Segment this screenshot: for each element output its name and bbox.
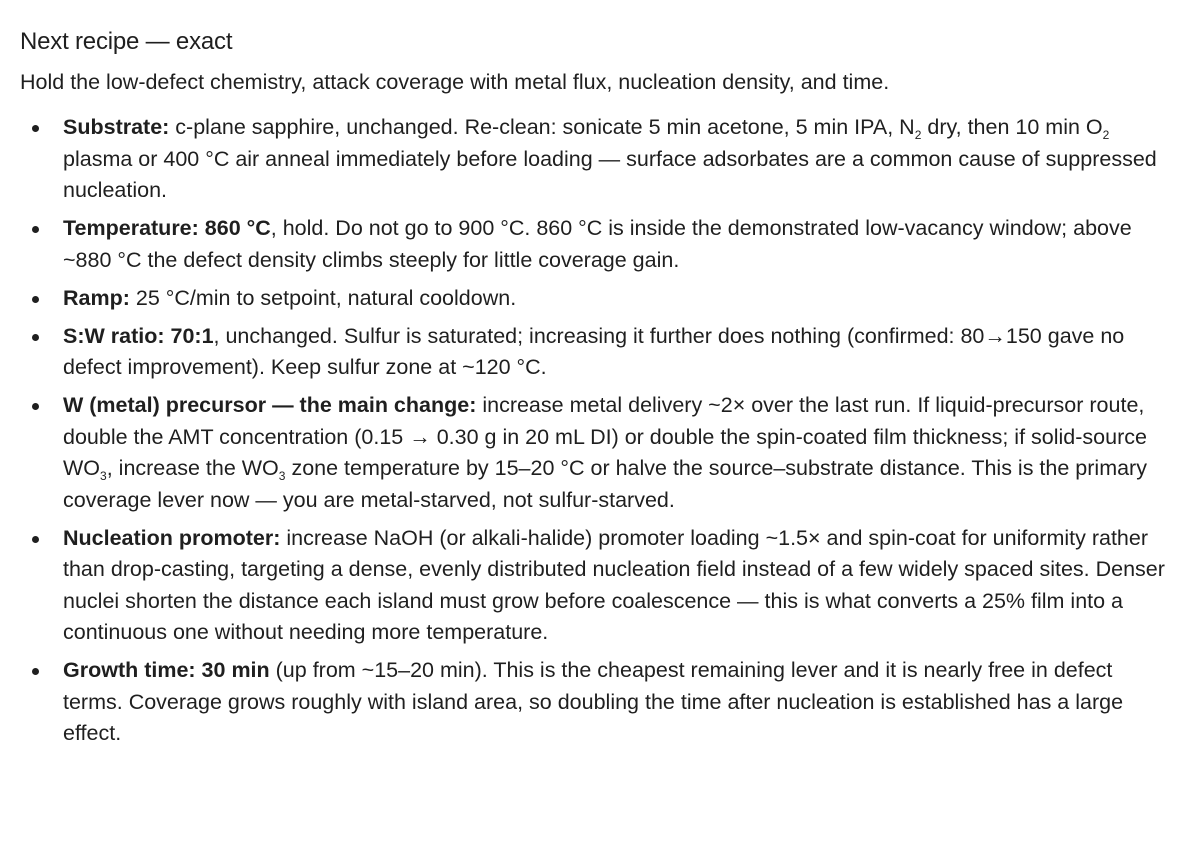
item-label: Temperature: 860 °C xyxy=(63,216,271,240)
item-label: Ramp: xyxy=(63,285,130,310)
item-text: zone temperature by 15–20 °C or halve the source–substrate distance. This is the primary coverage lever now — you are metal-starved, not sulfur-starved. xyxy=(63,456,1147,512)
item-subscript: 2 xyxy=(1102,128,1110,142)
section-heading: Next recipe — exact xyxy=(20,28,233,55)
list-item-growth-time xyxy=(20,655,1178,750)
list-item-sw-ratio xyxy=(20,321,1178,384)
list-item-temperature xyxy=(20,213,1178,276)
item-label: Growth time: 30 min xyxy=(63,658,270,682)
bullet-icon xyxy=(32,668,39,675)
list-item-ramp xyxy=(20,283,1178,315)
bullet-icon xyxy=(32,125,39,132)
item-text: dry, then 10 min O xyxy=(921,115,1103,139)
item-subscript: 3 xyxy=(100,469,107,483)
bullet-icon xyxy=(32,334,39,341)
intro-paragraph: Hold the low-defect chemistry, attack coverage with metal flux, nucleation density, and time. xyxy=(20,70,890,94)
bullet-icon xyxy=(32,226,39,233)
bullet-icon xyxy=(32,403,39,410)
list-item-nucleation-promoter xyxy=(20,523,1178,649)
item-subscript: 2 xyxy=(914,128,922,142)
item-text: 25 °C/min to setpoint, natural cooldown. xyxy=(129,285,517,310)
item-label: Substrate: xyxy=(63,115,170,139)
bullet-icon xyxy=(32,296,39,303)
item-text: , increase the WO xyxy=(106,456,279,480)
recipe-list xyxy=(20,112,1178,750)
bullet-icon xyxy=(32,536,39,543)
item-text: , unchanged. Sulfur is saturated; increasing it further does nothing (confirmed: 80→150 gave no defect improvement). Keep sulfur zone at ~120 °C. xyxy=(63,323,1125,379)
item-subscript: 3 xyxy=(278,469,286,483)
item-text: , hold. Do not go to 900 °C. 860 °C is inside the demonstrated low-vacancy window; above ~880 °C the defect density climbs steeply for little coverage gain. xyxy=(63,216,1132,272)
item-label: S:W ratio: 70:1 xyxy=(63,323,214,348)
item-text: c-plane sapphire, unchanged. Re-clean: sonicate 5 min acetone, 5 min IPA, N xyxy=(169,115,915,139)
list-item-w-precursor xyxy=(20,390,1178,516)
item-label: W (metal) precursor — the main change: xyxy=(63,393,477,417)
item-label: Nucleation promoter: xyxy=(63,525,281,550)
item-text: increase NaOH (or alkali-halide) promoter loading ~1.5× and spin-coat for uniformity rather than drop-casting, targeting a dense, evenly distributed nucleation field instead of a few widely spaced sites. Denser nuclei shorten the distance each island must grow before coalescence — this is what converts a 25% film into a continuous one without needing more temperature. xyxy=(63,525,1165,644)
list-item-substrate xyxy=(20,112,1178,207)
item-text: increase metal delivery ~2× over the last run. If liquid-precursor route, double the AMT concentration (0.15 → 0.30 g in 20 mL DI) or double the spin-coated film thickness; if solid-source WO xyxy=(63,393,1147,480)
item-text: plasma or 400 °C air anneal immediately before loading — surface adsorbates are a common cause of suppressed nucleation. xyxy=(63,146,1157,202)
item-text: (up from ~15–20 min). This is the cheapest remaining lever and it is nearly free in defect terms. Coverage grows roughly with island area, so doubling the time after nucleation is established has a large effect. xyxy=(63,658,1124,745)
